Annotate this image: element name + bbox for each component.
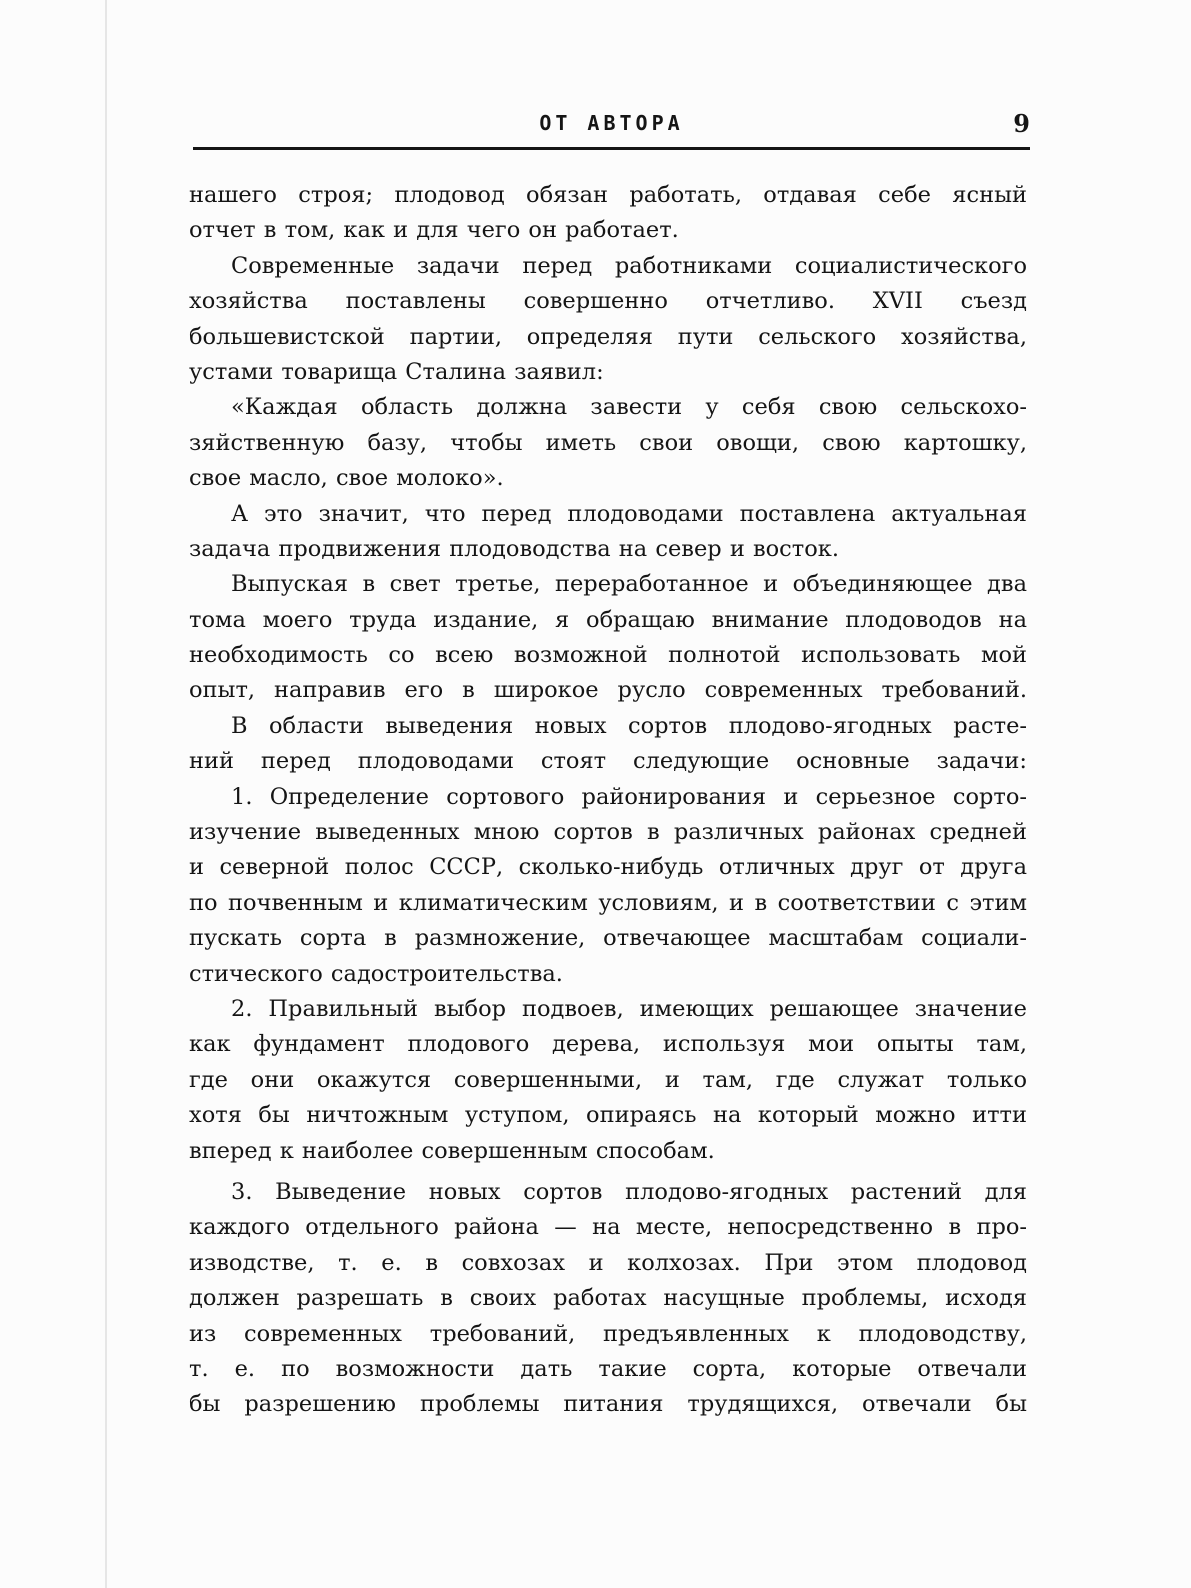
text-line: 2. Правильный выбор подвоев, имеющих решающее значение [231,995,1027,1022]
text-line: А это значит, что перед плодоводами поставлена актуальная [231,500,1027,527]
page-edge-shadow [105,0,107,1588]
text-line: по почвенным и климатическим условиям, и в соответствии с этим [189,889,1027,916]
text-line: ний перед плодоводами стоят следующие основные задачи: [189,748,1027,775]
text-line: бы разрешению проблемы питания трудящихся, отвечали бы [189,1391,1027,1418]
text-line: тома моего труда издание, я обращаю внимание плодоводов на [189,606,1027,633]
text-line: В области выведения новых сортов плодово-ягодных расте- [231,712,1027,739]
text-line: из современных требований, предъявленных к плодоводству, [189,1320,1027,1347]
text-line: каждого отдельного района — на месте, непосредственно в про- [189,1214,1027,1241]
text-line: зяйственную базу, чтобы иметь свои овощи, свою картошку, [189,429,1027,456]
text-line: большевистской партии, определяя пути сельского хозяйства, [189,323,1027,350]
header-rule [193,147,1030,150]
text-line: как фундамент плодового дерева, используя мои опыты там, [189,1031,1027,1058]
text-line: пускать сорта в размножение, отвечающее масштабам социали- [189,925,1027,952]
text-line: свое масло, свое молоко». [189,465,504,492]
text-line: и северной полос СССР, сколько-нибудь отличных друг от друга [189,854,1027,881]
text-line: вперед к наиболее совершенным способам. [189,1137,715,1164]
text-line: «Каждая область должна завести у себя свою сельскохо- [231,394,1027,421]
text-line: 1. Определение сортового районирования и серьезное сорто- [231,783,1027,810]
text-line: стического садостроительства. [189,960,563,987]
text-line: Современные задачи перед работниками социалистического [231,252,1027,279]
text-line: т. е. по возможности дать такие сорта, которые отвечали [189,1355,1027,1382]
text-line: задача продвижения плодоводства на север и восток. [189,535,839,562]
text-line: хозяйства поставлены совершенно отчетливо. XVII съезд [189,288,1027,315]
text-line: 3. Выведение новых сортов плодово-ягодных растений для [231,1178,1027,1205]
text-line: изводстве, т. е. в совхозах и колхозах. При этом плодовод [189,1249,1027,1276]
text-line: нашего строя; плодовод обязан работать, отдавая себе ясный [189,182,1027,208]
page-number: 9 [1013,109,1030,138]
text-line: устами товарища Сталина заявил: [189,358,604,385]
running-header [193,107,1030,143]
text-line: должен разрешать в своих работах насущные проблемы, исходя [189,1285,1027,1312]
text-line: отчет в том, как и для чего он работает. [189,217,679,244]
text-line: необходимость со всею возможной полнотой использовать мой [189,642,1027,669]
text-line: где они окажутся совершенными, и там, где служат только [189,1066,1027,1093]
text-line: хотя бы ничтожным уступом, опираясь на который можно итти [189,1102,1027,1129]
text-line: Выпуская в свет третье, переработанное и объединяющее два [231,571,1027,598]
running-header-title: ОТ АВТОРА [539,111,684,135]
text-line: опыт, направив его в широкое русло современных требований. [189,677,1027,704]
body-text [189,178,1027,1423]
text-line: изучение выведенных мною сортов в различных районах средней [189,819,1027,846]
